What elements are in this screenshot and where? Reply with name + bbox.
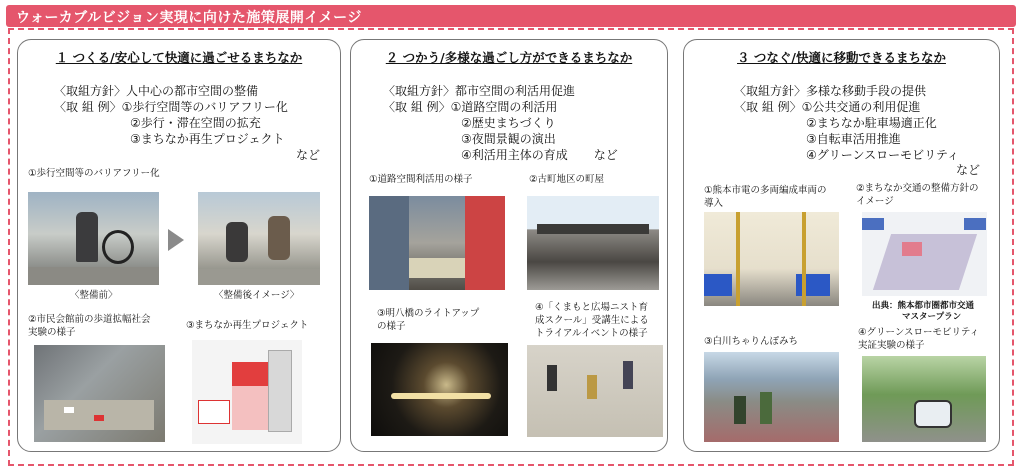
panel-tsunagu: [683, 39, 1000, 452]
photo-barrierfree-before: [28, 192, 159, 285]
example-label: 〈取 組 例〉: [383, 100, 451, 114]
photo-caption: の様子: [377, 321, 406, 332]
example-item: ①公共交通の利用促進: [801, 100, 921, 114]
examples-suffix: など: [956, 163, 981, 177]
example-item: ②歩行・滞在空間の拡充: [130, 116, 261, 130]
photo-green-slow-mobility: [862, 356, 986, 442]
example-row-1: [54, 98, 288, 115]
page-header-bar: [6, 5, 1016, 27]
example-item: ④利活用主体の育成: [461, 148, 568, 162]
photo-caption: ②まちなか交通の整備方針の: [856, 183, 979, 194]
photo-furumachi-machiya: [527, 196, 659, 290]
photo-caption: トライアルイベントの様子: [535, 328, 648, 339]
example-item: ③夜間景観の演出: [461, 132, 556, 146]
example-item: ②歴史まちづくり: [461, 116, 556, 130]
illustration-transport-plan: [862, 212, 987, 296]
photo-caption: 実証実験の様子: [858, 340, 925, 351]
example-item: ③まちなか再生プロジェクト: [130, 132, 285, 146]
photo-caption: ③明八橋のライトアップ: [377, 308, 480, 319]
photo-caption: ③まちなか再生プロジェクト: [186, 320, 309, 331]
policy-row: [383, 82, 575, 99]
source-note: マスタープラン: [902, 312, 962, 322]
photo-caption: ②市民会館前の歩道拡幅社会: [28, 314, 151, 325]
policy-row: [734, 82, 926, 99]
photo-caption: 実験の様子: [28, 327, 76, 338]
panel-tsukuru: [17, 39, 341, 452]
photo-sidewalk-experiment: [34, 345, 165, 442]
example-item: ①道路空間の利活用: [450, 100, 558, 114]
panel-title: ２ つかう/多様な過ごし方ができるまちなか: [385, 50, 633, 65]
photo-meihachibashi-lightup: [371, 343, 508, 436]
photo-caption: ②古町地区の町屋: [529, 174, 605, 185]
photo-caption: 成スクール」受講生による: [535, 315, 649, 326]
example-label: 〈取 組 例〉: [54, 100, 122, 114]
photo-caption: イメージ: [856, 196, 894, 207]
example-item: ②まちなか駐車場適正化: [806, 116, 937, 130]
photo-caption: 〈整備前〉: [70, 290, 118, 301]
policy-label: 〈取組方針〉: [54, 84, 127, 98]
photo-barrierfree-after: [198, 192, 320, 285]
examples-suffix: など: [593, 148, 618, 162]
photo-caption: ①歩行空間等のバリアフリー化: [28, 168, 160, 179]
photo-caption: ③白川ちゃりんぽみち: [704, 336, 799, 347]
photo-caption: ④グリーンスローモビリティ: [858, 327, 980, 338]
example-row-1: [383, 98, 557, 115]
photo-tram-interior: [704, 212, 839, 306]
panel-title: １ つくる/安心して快適に過ごせるまちなか: [55, 50, 303, 65]
photo-caption: ①熊本市電の多両編成車両の: [704, 185, 827, 196]
example-row-1: [734, 98, 920, 115]
illustration-redevelopment: [192, 340, 302, 444]
panel-tsukau: [350, 39, 668, 452]
examples-suffix: など: [296, 148, 321, 162]
policy-row: [54, 82, 258, 99]
policy-text: 多様な移動手段の提供: [806, 84, 927, 98]
example-item: ③自転車活用推進: [806, 132, 901, 146]
policy-text: 都市空間の利活用促進: [455, 84, 576, 98]
photo-caption: ④「くまもと広場ニスト育: [535, 302, 649, 313]
source-note: 出典：熊本都市圏都市交通: [872, 301, 975, 311]
example-row-4: [461, 146, 618, 163]
example-item: ①歩行空間等のバリアフリー化: [121, 100, 288, 114]
example-item: ④グリーンスローモビリティ: [806, 148, 959, 162]
photo-caption: ①道路空間利活用の様子: [369, 174, 473, 185]
policy-label: 〈取組方針〉: [734, 84, 807, 98]
panel-title: ３ つなぐ/快適に移動できるまちなか: [737, 50, 946, 65]
page-title: ウォーカブルビジョン実現に向けた施策展開イメージ: [16, 10, 362, 26]
policy-text: 人中心の都市空間の整備: [126, 84, 259, 98]
policy-label: 〈取組方針〉: [383, 84, 456, 98]
photo-caption: 導入: [704, 198, 724, 209]
photo-shirakawa-path: [704, 352, 839, 442]
photo-caption: 〈整備後イメージ〉: [214, 290, 300, 301]
photo-trial-event: [527, 345, 663, 437]
photo-road-utilization: [369, 196, 505, 290]
example-label: 〈取 組 例〉: [734, 100, 802, 114]
